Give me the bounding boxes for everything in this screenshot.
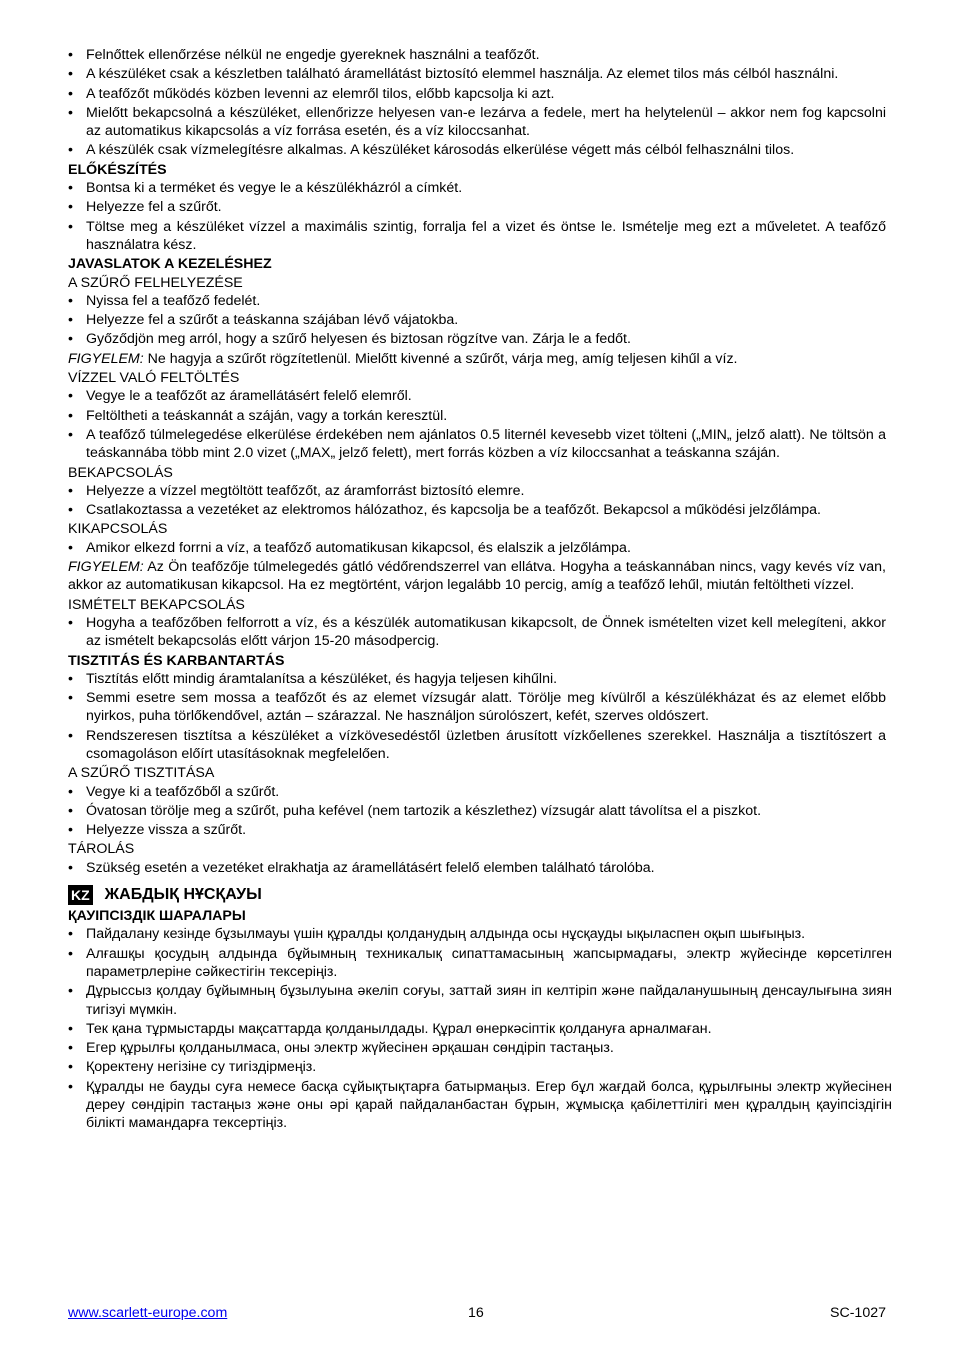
list-item: • Helyezze vissza a szűrőt. [68, 821, 886, 839]
list-item: • Пайдалану кезінде бұзылмауы үшін құралды қолданудың алдында осы нұсқауды ықыласпен оқып шығыңыз. [68, 925, 892, 943]
list-item: • A teafőző túlmelegedése elkerülése érdekében nem ajánlatos 0.5 liternél kevesebb vizet tölteni („MIN„ jelző alatt). Ne töltsön a teáskannába több mint 2.0 vizet („MAX„ jelző felett), mert forrás közben a víz kiloccsanhat a teáskanna száján. [68, 426, 886, 463]
kz-title-row [68, 885, 892, 905]
list-item: • Tisztítás előtt mindig áramtalanítsa a készüléket, és hagyja teljesen kihűlni. [68, 670, 886, 688]
intro-list [68, 46, 886, 160]
list-item: • Алғашқы қосудың алдында бұйымның техникалық сипаттамасының жапсырмадағы, электр жүйесінде көрсетілген параметрлеріне сәйкестігін тексеріңіз. [68, 945, 892, 982]
list-item: • Mielőtt bekapcsolná a készüléket, ellenőrizze helyesen van-e lezárva a fedele, mert ha helytelenül – akkor nem fog kapcsolni az automatikus kikapcsolás a víz forrása esetén, és a víz kiloccsanhat. [68, 104, 886, 141]
list-item: • Helyezze fel a szűrőt a teáskanna szájában lévő vájatokba. [68, 311, 886, 329]
heading-switch-off: KIKAPCSOLÁS [68, 521, 168, 538]
storage-list [68, 859, 886, 877]
list-item: • Feltöltheti a teáskannát a száján, vagy a torkán keresztül. [68, 407, 886, 425]
list-item: • A teafőzőt működés közben levenni az elemről tilos, előbb kapcsolja ki azt. [68, 85, 886, 103]
list-item: • Қоректену негізіне су тигіздірмеңіз. [68, 1058, 892, 1076]
list-item: • Felnőttek ellenőrzése nélkül ne engedje gyereknek használni a teafőzőt. [68, 46, 886, 64]
attention-note-2 [68, 558, 886, 595]
heading-water-fill: VÍZZEL VALÓ FELTÖLTÉS [68, 370, 240, 387]
list-item: • Vegye ki a teafőzőből a szűrőt. [68, 783, 886, 801]
heading-switch-on: BEKAPCSOLÁS [68, 464, 173, 481]
attention-note-1 [68, 350, 886, 368]
list-item: • A készüléket csak a készletben található áramellátást biztosító elemmel használja. Az elemet tilos más célból használni. [68, 65, 886, 83]
document-body [68, 46, 892, 1134]
list-item: • Hogyha a teafőzőben felforrott a víz, és a készülék automatikusan kikapcsolt, de Önnek ismételten vizet kell melegíteni, akkor az ismételt bekapcsolás előtt várjon 15-20 másodpercig. [68, 614, 886, 651]
kz-language-badge: KZ [68, 885, 93, 905]
page-number: 16 [468, 1305, 484, 1321]
list-item: • Vegye le a teafőzőt az áramellátásért felelő elemről. [68, 387, 886, 405]
list-item: • Győződjön meg arról, hogy a szűrő helyesen és biztosan rögzítve van. Zárja le a fedőt. [68, 330, 886, 348]
website-link[interactable]: www.scarlett-europe.com [68, 1305, 228, 1321]
attention-text-2: Az Ön teafőzője túlmelegedés gátló védőrendszerrel van ellátva. Hogyha a teáskannában nincs, vagy kevés víz van, akkor az automatikusan kikapcsol. Ha ez megtörtént, várjon legalább 10 percig, amíg a teafőző lehűl, miután feltöltheti vízzel. [68, 559, 886, 594]
repeat-switch-on-list [68, 614, 886, 651]
model-number: SC-1027 [830, 1305, 886, 1321]
heading-repeat-switch-on: ISMÉTELT BEKAPCSOLÁS [68, 596, 245, 613]
list-item: • Helyezze fel a szűrőt. [68, 198, 886, 216]
list-item: • Rendszeresen tisztítsa a készüléket a vízkövesedéstől üzletben árusított vízkőellenes szerekkel. Használja a tisztítószert a csomagoláson előírt utasításoknak megfelelően. [68, 727, 886, 764]
cleaning-list [68, 670, 886, 763]
list-item: • Semmi esetre sem mossa a teafőzőt és az elemet vízsugár alatt. Törölje meg kívülről a készülékházat és az elemet előbb nyirkos, puha törlőkendővel, aztán – szárazzal. Ne használjon súrolószert, kefét, szerves oldószert. [68, 689, 886, 726]
list-item: • Bontsa ki a terméket és vegye le a készülékházról a címkét. [68, 179, 886, 197]
list-item: • Óvatosan törölje meg a szűrőt, puha kefével (nem tartozik a készlethez) vízsugár alatt távolítsa el a piszkot. [68, 802, 886, 820]
switch-on-list [68, 482, 886, 520]
heading-usage: JAVASLATOK A KEZELÉSHEZ [68, 256, 272, 273]
list-item: • Nyissa fel a teafőző fedelét. [68, 292, 886, 310]
switch-off-list [68, 539, 886, 557]
kz-heading-safety: ҚАУІПСІЗДІК ШАРАЛАРЫ [68, 908, 246, 925]
water-fill-list [68, 387, 886, 462]
heading-storage: TÁROLÁS [68, 841, 135, 858]
kz-safety-list [68, 925, 892, 1132]
kz-title: ЖАБДЫҚ НҰСҚАУЫ [104, 885, 262, 903]
heading-cleaning: TISZTITÁS ÉS KARBANTARTÁS [68, 652, 285, 669]
attention-text-1: Ne hagyja a szűrőt rögzítetlenül. Mielőtt kivenné a szűrőt, várja meg, amíg teljesen kihűl a víz. [143, 350, 738, 367]
kz-section [68, 885, 892, 1133]
heading-preparation: ELŐKÉSZÍTÉS [68, 161, 167, 178]
list-item: • Тек қана тұрмыстарды мақсаттарда қолданылдады. Құрал өнеркәсіптік қолдануға арналмаған. [68, 1020, 892, 1038]
filter-cleaning-list [68, 783, 886, 840]
preparation-list [68, 179, 886, 254]
list-item: • Szükség esetén a vezetéket elrakhatja az áramellátásért felelő elemben található tárolóba. [68, 859, 886, 877]
list-item: • Дұрыссыз қолдау бұйымның бұзылуына әкеліп соғуы, заттай зиян іп келтіріп және пайдаланушының денсаулығына зиян тигізуі мүмкін. [68, 982, 892, 1019]
list-item: • Amikor elkezd forrni a víz, a teafőző automatikusan kikapcsol, és elalszik a jelzőlámpa. [68, 539, 886, 557]
attention-label-2: FIGYELEM: [68, 559, 144, 576]
list-item: • A készülék csak vízmelegítésre alkalmas. A készüléket károsodás elkerülése végett más célból felhasználni tilos. [68, 141, 886, 159]
list-item: • Helyezze a vízzel megtöltött teafőzőt, az áramforrást biztosító elemre. [68, 482, 886, 500]
page-footer [68, 1304, 886, 1322]
list-item: • Құралды не бауды суға немесе басқа сұйықтықтарға батырмаңыз. Егер бұл жағдай болса, құрылғыны электр жүйесінен дереу сөндіріп тастаңыз және оны әрі қарай пайдаланбастан бұрын, жұмысқа қабілеттілігі мен құралдың қауіпсіздігін білікті мамандарға тексертіңіз. [68, 1078, 892, 1133]
heading-filter-cleaning: A SZŰRŐ TISZTITÁSA [68, 765, 215, 782]
attention-label-1: FIGYELEM: [68, 350, 144, 367]
heading-filter-install: A SZŰRŐ FELHELYEZÉSE [68, 274, 243, 291]
list-item: • Егер құрылғы қолданылмаса, оны электр жүйесінен әрқашан сөндіріп тастаңыз. [68, 1039, 892, 1057]
list-item: • Csatlakoztassa a vezetéket az elektromos hálózathoz, és kapcsolja be a teafőzőt. Bekapcsol a működési jelzőlámpa. [68, 501, 886, 519]
filter-install-list [68, 292, 886, 349]
list-item: • Töltse meg a készüléket vízzel a maximális szintig, forralja fel a vizet és öntse le. Ismételje meg ezt a műveletet. A teafőző használatra kész. [68, 218, 886, 255]
